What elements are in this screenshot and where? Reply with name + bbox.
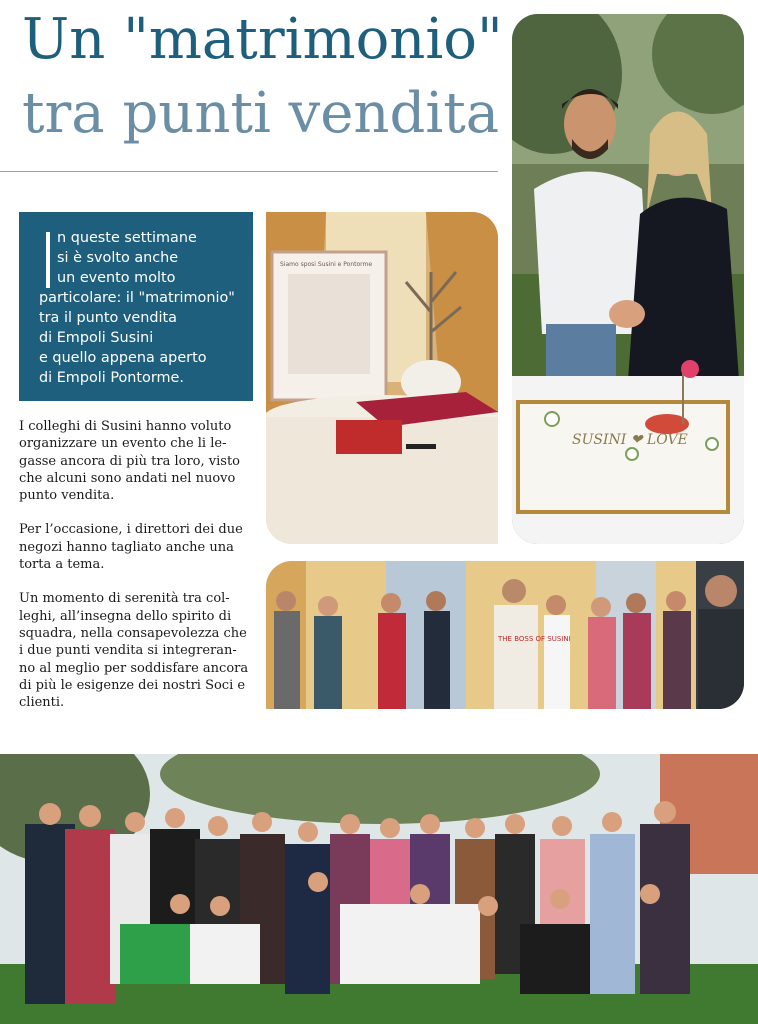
text-line: squadra, nella consapevolezza che [19, 625, 247, 641]
text-line: punto vendita. [19, 488, 115, 504]
text-line: Per l’occasione, i direttori dei due [19, 522, 243, 538]
title-line-1: Un "matrimonio" [22, 7, 503, 72]
text-line: che alcuni sono andati nel nuovo [19, 470, 236, 486]
intro-line: si è svolto anche [57, 250, 179, 266]
intro-box [19, 212, 253, 401]
title-line-2: tra punti vendita [22, 81, 500, 146]
frame-caption: Siamo sposi Susini e Pontorme [280, 261, 373, 268]
intro-line: un evento molto [57, 270, 176, 286]
text-line: negozi hanno tagliato anche una [19, 539, 234, 555]
paragraph-1 [19, 418, 253, 504]
intro-line: di Empoli Susini [39, 330, 154, 346]
photo-cake-cutting [512, 14, 744, 544]
text-line: torta a tema. [19, 557, 105, 573]
text-line: gasse ancora di più tra loro, visto [19, 453, 240, 469]
text-line: leghi, all’insegna dello spirito di [19, 608, 232, 624]
photo-party-guests [266, 561, 744, 709]
tshirt-text: THE BOSS OF SUSINI [498, 635, 571, 643]
paragraph-3 [19, 590, 253, 711]
article-body [19, 418, 253, 728]
drop-cap-i [46, 232, 50, 288]
text-line: i due punti vendita si integreran- [19, 643, 237, 659]
intro-line: e quello appena aperto [39, 350, 207, 366]
text-line: Un momento di serenità tra col- [19, 591, 230, 607]
intro-line: tra il punto vendita [39, 310, 178, 326]
photo-decorated-table [266, 212, 498, 544]
text-line: organizzare un evento che li le- [19, 436, 227, 452]
text-line: clienti. [19, 695, 65, 711]
intro-line: di Empoli Pontorme. [39, 370, 184, 386]
cake-writing: SUSINI ❤ LOVE [572, 432, 688, 448]
intro-line: n queste settimane [57, 230, 197, 246]
text-line: I colleghi di Susini hanno voluto [19, 419, 232, 434]
paragraph-2 [19, 521, 253, 573]
intro-line: particolare: il "matrimonio" [39, 290, 235, 306]
photo-group [0, 754, 758, 1024]
text-line: di più le esigenze dei nostri Soci e [19, 677, 246, 693]
header-divider [0, 171, 498, 172]
text-line: no al meglio per soddisfare ancora [19, 660, 249, 676]
